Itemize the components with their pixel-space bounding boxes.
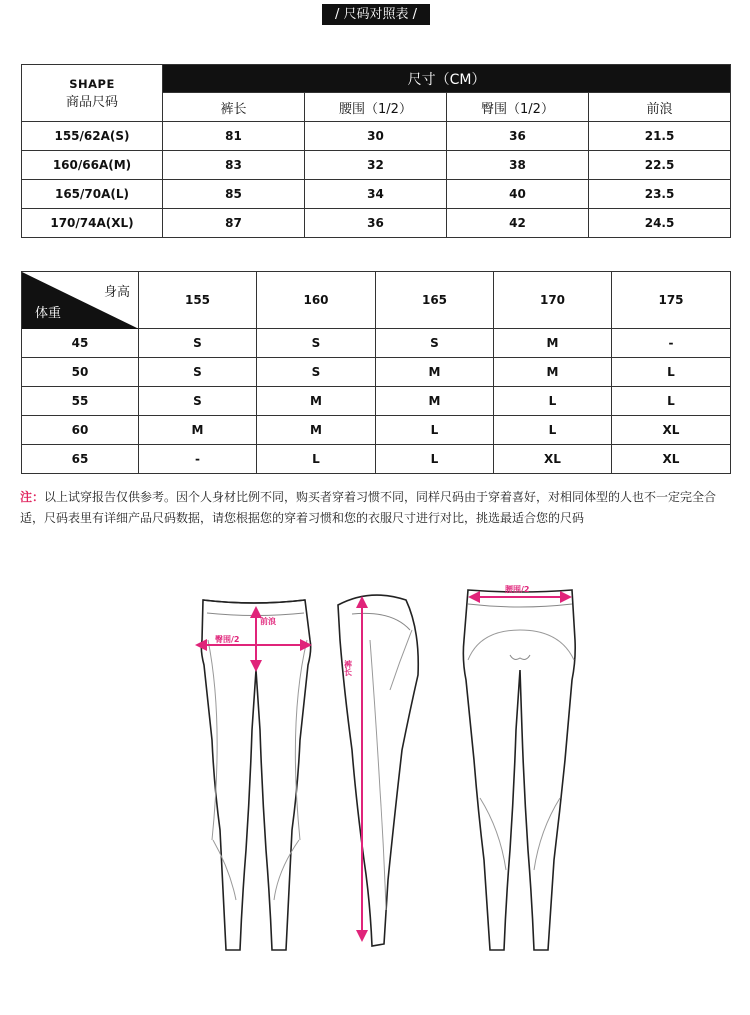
table-row <box>22 387 731 416</box>
table-row <box>22 122 731 151</box>
table-row <box>22 329 731 358</box>
value-cell: 36 <box>447 122 589 151</box>
size-cell: L <box>376 445 494 474</box>
size-cell: M <box>494 329 612 358</box>
weight-cell: 55 <box>22 387 139 416</box>
size-cell: M <box>139 416 257 445</box>
value-cell: 30 <box>305 122 447 151</box>
height-header: 175 <box>612 272 731 329</box>
side-view-leggings <box>338 595 418 946</box>
fit-table <box>21 271 731 474</box>
value-cell: 34 <box>305 180 447 209</box>
size-cell: XL <box>612 445 731 474</box>
shape-label-cn: 商品尺码 <box>65 94 118 110</box>
height-label: 身高 <box>103 285 130 300</box>
size-cell: S <box>257 358 376 387</box>
size-cell: 165/70A(L) <box>22 180 163 209</box>
size-cell: 170/74A(XL) <box>22 209 163 238</box>
value-cell: 24.5 <box>589 209 731 238</box>
weight-cell: 45 <box>22 329 139 358</box>
size-cell: M <box>494 358 612 387</box>
size-cell: L <box>612 358 731 387</box>
size-cell: L <box>494 387 612 416</box>
size-cell: S <box>257 329 376 358</box>
size-cell: S <box>139 387 257 416</box>
diagonal-header-cell <box>22 272 139 329</box>
size-table <box>21 64 731 238</box>
table-row <box>22 445 731 474</box>
size-cell: M <box>257 387 376 416</box>
value-cell: 36 <box>305 209 447 238</box>
table-row <box>22 151 731 180</box>
table-row <box>22 416 731 445</box>
weight-cell: 60 <box>22 416 139 445</box>
size-cell: XL <box>612 416 731 445</box>
size-cell: L <box>494 416 612 445</box>
weight-cell: 65 <box>22 445 139 474</box>
value-cell: 21.5 <box>589 122 731 151</box>
height-header: 155 <box>139 272 257 329</box>
disclaimer-note <box>20 487 732 529</box>
measurement-diagrams <box>180 570 600 970</box>
rise-label: 前浪 <box>260 617 276 626</box>
shape-label-en: SHAPE <box>69 76 115 91</box>
weight-label: 体重 <box>35 306 62 321</box>
value-cell: 87 <box>163 209 305 238</box>
size-cell: 155/62A(S) <box>22 122 163 151</box>
size-cell: M <box>376 358 494 387</box>
weight-cell: 50 <box>22 358 139 387</box>
value-cell: 42 <box>447 209 589 238</box>
unit-header: 尺寸（CM） <box>163 65 731 93</box>
size-cell: 160/66A(M) <box>22 151 163 180</box>
size-cell: S <box>376 329 494 358</box>
size-cell: S <box>139 329 257 358</box>
table-row <box>22 358 731 387</box>
shape-header-cell <box>22 65 163 122</box>
value-cell: 32 <box>305 151 447 180</box>
value-cell: 40 <box>447 180 589 209</box>
size-cell: - <box>139 445 257 474</box>
size-cell: M <box>376 387 494 416</box>
note-prefix: 注： <box>20 490 45 504</box>
length-label: 裤长 <box>343 660 353 676</box>
size-cell: L <box>257 445 376 474</box>
value-cell: 38 <box>447 151 589 180</box>
column-header: 臀围（1/2） <box>447 93 589 122</box>
hip-label: 臀围/2 <box>215 635 240 644</box>
value-cell: 22.5 <box>589 151 731 180</box>
height-header: 165 <box>376 272 494 329</box>
value-cell: 83 <box>163 151 305 180</box>
height-header: 160 <box>257 272 376 329</box>
back-view-leggings <box>463 590 575 950</box>
table-row <box>22 209 731 238</box>
page-title: / 尺码对照表 / <box>322 4 430 25</box>
size-cell: XL <box>494 445 612 474</box>
column-header: 前浪 <box>589 93 731 122</box>
value-cell: 85 <box>163 180 305 209</box>
size-cell: - <box>612 329 731 358</box>
note-text: 以上试穿报告仅供参考。因个人身材比例不同，购买者穿着习惯不同，同样尺码由于穿着喜好，对相同体型的人也不一定完全合适，尺码表里有详细产品尺码数据，请您根据您的穿着习惯和您的衣服尺寸进行对比，挑选最适合您的尺码 <box>20 490 717 525</box>
column-header: 裤长 <box>163 93 305 122</box>
size-cell: S <box>139 358 257 387</box>
size-cell: M <box>257 416 376 445</box>
value-cell: 23.5 <box>589 180 731 209</box>
height-header: 170 <box>494 272 612 329</box>
waist-label: 腰围/2 <box>505 585 530 594</box>
value-cell: 81 <box>163 122 305 151</box>
size-cell: L <box>612 387 731 416</box>
column-header: 腰围（1/2） <box>305 93 447 122</box>
table-row <box>22 180 731 209</box>
size-cell: L <box>376 416 494 445</box>
